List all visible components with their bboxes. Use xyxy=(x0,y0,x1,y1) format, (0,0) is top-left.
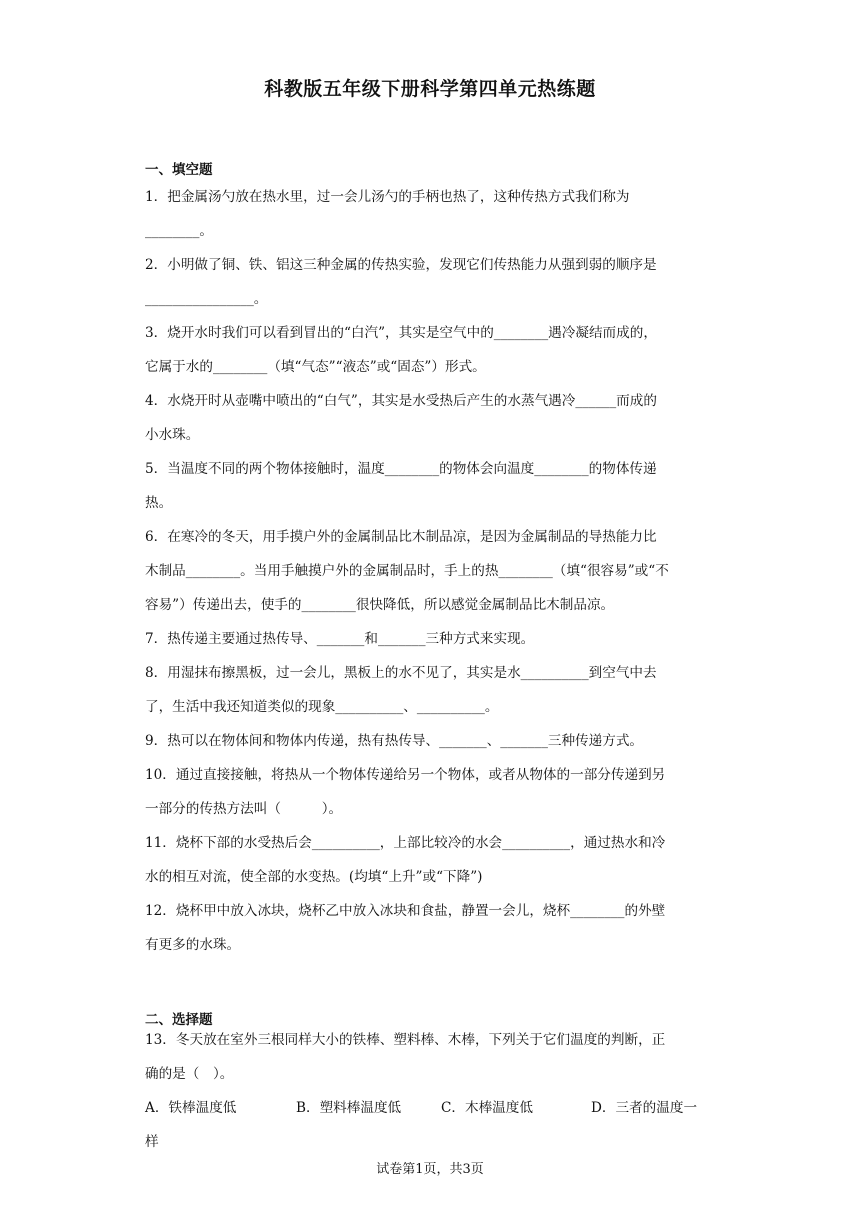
section-heading-fill: 一、填空题 xyxy=(145,162,213,178)
question-line: 一部分的传热方法叫（ ）。 xyxy=(145,801,343,817)
question-line: 它属于水的________（填“气态”“液态”或“固态”）形式。 xyxy=(145,359,486,375)
question-line: 小水珠。 xyxy=(145,427,200,443)
question-13 xyxy=(145,1023,720,1091)
question-line: 4．水烧开时从壶嘴中喷出的“白气”，其实是水受热后产生的水蒸气遇冷______而成的 xyxy=(145,393,657,409)
question-line: 7．热传递主要通过热传导、_______和_______三种方式来实现。 xyxy=(145,631,535,647)
question-10 xyxy=(145,758,720,826)
question-3 xyxy=(145,316,720,384)
question-line: ________。 xyxy=(145,223,213,239)
question-line: 13．冬天放在室外三根同样大小的铁棒、塑料棒、木棒，下列关于它们温度的判断，正 xyxy=(145,1032,666,1048)
question-line: 容易”）传递出去，使手的________很快降低，所以感觉金属制品比木制品凉。 xyxy=(145,597,615,613)
question-13-options xyxy=(145,1091,725,1159)
question-line: 12．烧杯甲中放入冰块，烧杯乙中放入冰块和食盐，静置一会儿，烧杯________的外壁 xyxy=(145,903,666,919)
option-d-continuation: 样 xyxy=(145,1134,159,1150)
question-line: 2．小明做了铜、铁、铝这三种金属的传热实验，发现它们传热能力从强到弱的顺序是 xyxy=(145,257,657,273)
question-line: 有更多的水珠。 xyxy=(145,937,241,953)
question-line: 水的相互对流，使全部的水变热。(均填“上升”或“下降”) xyxy=(145,869,483,885)
option-c: C．木棒温度低 xyxy=(441,1100,533,1116)
option-d: D．三者的温度一 xyxy=(591,1100,698,1116)
question-line: 8．用湿抹布擦黑板，过一会儿，黑板上的水不见了，其实是水__________到空气中去 xyxy=(145,665,657,681)
question-line: 10．通过直接接触，将热从一个物体传递给另一个物体，或者从物体的一部分传递到另 xyxy=(145,767,666,783)
question-line: 9．热可以在物体间和物体内传递，热有热传导、_______、_______三种传递方式。 xyxy=(145,733,644,749)
question-line: 木制品________。当用手触摸户外的金属制品时，手上的热________（填“很容易”或“不 xyxy=(145,563,669,579)
question-line: ________________。 xyxy=(145,291,268,307)
question-7 xyxy=(145,622,720,656)
question-12 xyxy=(145,894,720,962)
section-heading-choice: 二、选择题 xyxy=(145,1012,213,1028)
question-line: 热。 xyxy=(145,495,173,511)
question-5 xyxy=(145,452,720,520)
question-line: 3．烧开水时我们可以看到冒出的“白汽”，其实是空气中的________遇冷凝结而成的， xyxy=(145,325,657,341)
question-4 xyxy=(145,384,720,452)
question-line: 11．烧杯下部的水受热后会__________，上部比较冷的水会__________，通过热水和冷 xyxy=(145,835,666,851)
question-2 xyxy=(145,248,720,316)
option-a: A．铁棒温度低 xyxy=(145,1100,237,1116)
question-1 xyxy=(145,180,720,248)
page-footer: 试卷第1页，共3页 xyxy=(376,1162,484,1177)
question-9 xyxy=(145,724,720,758)
question-line: 1．把金属汤勺放在热水里，过一会儿汤勺的手柄也热了，这种传热方式我们称为 xyxy=(145,189,630,205)
option-b: B．塑料棒温度低 xyxy=(296,1100,402,1116)
question-6 xyxy=(145,520,720,622)
question-line: 确的是（ ）。 xyxy=(145,1066,234,1082)
page-title: 科教版五年级下册科学第四单元热练题 xyxy=(264,78,596,100)
question-8 xyxy=(145,656,720,724)
question-line: 6．在寒冷的冬天，用手摸户外的金属制品比木制品凉，是因为金属制品的导热能力比 xyxy=(145,529,657,545)
question-11 xyxy=(145,826,720,894)
question-line: 了，生活中我还知道类似的现象__________、__________。 xyxy=(145,699,499,715)
question-line: 5．当温度不同的两个物体接触时，温度________的物体会向温度________的物体传递 xyxy=(145,461,657,477)
